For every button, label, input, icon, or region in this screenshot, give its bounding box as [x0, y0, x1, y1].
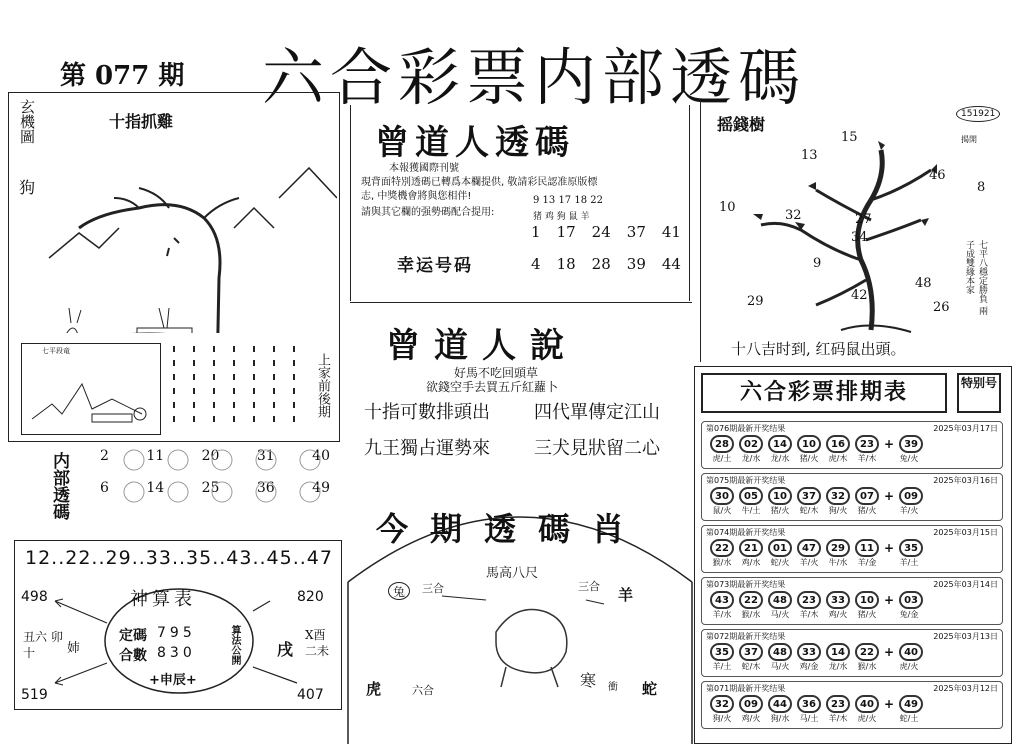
zodiac-label: 羊/木: [857, 454, 877, 463]
special-zodiac-label: 兔/金: [899, 610, 919, 619]
neibu-label: 内部透碼: [49, 452, 69, 520]
neibu-num: 20: [201, 448, 220, 464]
special-badge: 特别号: [957, 373, 1001, 413]
draw-label: 第073期最新开奖结果: [706, 580, 786, 589]
number-ball: 30: [710, 487, 734, 505]
verse-1b: 四代單傳定江山: [534, 402, 660, 423]
zodiac-label: 马/土: [799, 714, 819, 723]
number-ball: 48: [768, 591, 792, 609]
zodiac-label: 虎/土: [712, 454, 732, 463]
notice-line3: 志, 中獎機會將與您相伴!: [361, 191, 472, 202]
lucky-num: 4: [531, 255, 541, 273]
yang-text: 羊: [618, 586, 634, 604]
lucky-row2: [531, 255, 681, 273]
special-ball: 39: [899, 435, 923, 453]
zodiac-label: 蛇/木: [741, 662, 761, 671]
issue-number: 第 077 期: [60, 61, 185, 91]
hw-small-nums: 9 13 17 18 22: [533, 195, 603, 206]
zodiac-label: 羊/火: [799, 558, 819, 567]
plus-icon: +: [884, 489, 895, 503]
special-zodiac-label: 兔/火: [899, 454, 919, 463]
draw-label: 第071期最新开奖结果: [706, 684, 786, 693]
tree-num: 32: [785, 208, 802, 223]
zodiac-label: 虎/木: [828, 454, 848, 463]
special-zodiac-label: 羊/土: [899, 558, 919, 567]
number-ball: 09: [739, 695, 763, 713]
verse-2a: 九王獨占運勢來: [364, 438, 490, 459]
tree-num: 29: [747, 294, 764, 309]
zodiac-label: 龙/水: [828, 662, 848, 671]
neibu-num: 6: [100, 480, 109, 496]
number-ball: 33: [797, 643, 821, 661]
zodiac-label: 牛/水: [828, 558, 848, 567]
zodiac-label: 猪/火: [799, 454, 819, 463]
chong-text: 衝: [608, 682, 618, 693]
divider: [350, 302, 692, 303]
zodiac-label: 蛇/木: [799, 506, 819, 515]
left-bottom-panel: [14, 540, 342, 710]
zodiac-label: 猪/火: [857, 610, 877, 619]
draw-label: 第075期最新开奖结果: [706, 476, 786, 485]
number-ball: 10: [768, 487, 792, 505]
lucky-num: 1: [531, 223, 541, 241]
verse-1a: 十指可數排頭出: [364, 402, 490, 423]
neibu-num: 14: [146, 480, 165, 496]
number-ball: 11: [855, 539, 879, 557]
draw-date: 2025年03月15日: [933, 528, 998, 537]
number-ball: 22: [855, 643, 879, 661]
number-ball: 14: [768, 435, 792, 453]
zodiac-label: 猪/火: [857, 506, 877, 515]
tree-num: 48: [915, 276, 932, 291]
zodiac-label: 猴/水: [712, 558, 732, 567]
number-ball: 47: [797, 539, 821, 557]
notice-line1: 本報獲國際刊號: [389, 163, 459, 174]
neibu-num: 49: [312, 480, 330, 496]
plus-icon: +: [884, 541, 895, 555]
zodiac-label: 鸡/火: [828, 610, 848, 619]
draw-result: [701, 681, 1003, 729]
shensuan-title: 神算表: [130, 589, 196, 610]
middle-top-panel: [350, 105, 690, 301]
zodiac-label: 马/火: [770, 610, 790, 619]
tree-illustration: [19, 138, 337, 333]
zodiac-label: 狗/火: [828, 506, 848, 515]
zodiac-text: +申辰+: [149, 673, 197, 688]
zodiac-label: 羊/木: [799, 610, 819, 619]
draw-label: 第074期最新开奖结果: [706, 528, 786, 537]
tree-num: 26: [933, 300, 950, 315]
num-top-left: 498: [21, 589, 48, 605]
tuzi-circle: 兔: [388, 582, 410, 600]
zodiac-label: 龙/水: [741, 454, 761, 463]
number-ball: 21: [739, 539, 763, 557]
number-ball: 05: [739, 487, 763, 505]
tree-footer: 十八吉时到, 红码鼠出頭。: [731, 340, 906, 358]
zodiac-label: 狗/水: [770, 714, 790, 723]
number-ball: 44: [768, 695, 792, 713]
special-ball: 49: [899, 695, 923, 713]
stamp: 151921: [956, 106, 1000, 122]
number-ball: 07: [855, 487, 879, 505]
lucky-num: 28: [591, 255, 611, 273]
hw-right: 戌: [277, 640, 294, 659]
number-ball: 10: [797, 435, 821, 453]
zodiac-label: 虎/火: [857, 714, 877, 723]
liuhe-text: 六合: [412, 684, 434, 697]
number-ball: 29: [826, 539, 850, 557]
special-zodiac-label: 蛇/土: [899, 714, 919, 723]
special-zodiac-label: 羊/火: [899, 506, 919, 515]
draw-result: [701, 473, 1003, 521]
number-ball: 23: [826, 695, 850, 713]
zodiac-label: 鸡/火: [741, 714, 761, 723]
left-top-panel: [8, 92, 340, 442]
plus-icon: +: [884, 437, 895, 451]
verse-2b: 三犬見狀留二心: [534, 438, 660, 459]
num-bottom-left: 519: [21, 687, 48, 703]
tree-num: 9: [813, 256, 822, 271]
lucky-row1: [531, 223, 681, 241]
special-ball: 40: [899, 643, 923, 661]
hu-text: 虎: [366, 680, 382, 698]
number-ball: 37: [797, 487, 821, 505]
number-ball: 48: [768, 643, 792, 661]
sub-line1: 好馬不吃回頭草: [454, 366, 539, 380]
number-ball: 14: [826, 643, 850, 661]
middle-mid-panel: [350, 304, 692, 476]
tree-num: 42: [851, 288, 868, 303]
number-ball: 36: [797, 695, 821, 713]
num-bottom-right: 407: [297, 687, 324, 703]
number-ball: 02: [739, 435, 763, 453]
inset-illustration: [21, 343, 161, 435]
zengdao-says-title: 曾道人說: [386, 326, 578, 366]
sub-line2: 欲錢空手去買五斤紅蘿卜: [426, 380, 559, 394]
draw-result: [701, 525, 1003, 573]
number-ball: 23: [855, 435, 879, 453]
neibu-num: 2: [100, 448, 109, 464]
lucky-num: 44: [661, 255, 681, 273]
special-ball: 35: [899, 539, 923, 557]
zodiac-label: 蛇/火: [770, 558, 790, 567]
draw-date: 2025年03月17日: [933, 424, 998, 433]
zodiac-label: 羊/土: [712, 662, 732, 671]
hw-right2: X酉 二未: [305, 628, 330, 658]
neibu-num: 40: [312, 448, 330, 464]
notice-line4: 請與其它欄的强勢碼配合提用:: [361, 207, 495, 218]
special-ball: 03: [899, 591, 923, 609]
draw-label: 第072期最新开奖结果: [706, 632, 786, 641]
lucky-num: 39: [626, 255, 646, 273]
zodiac-label: 鸡/水: [741, 558, 761, 567]
plus-icon: +: [884, 697, 895, 711]
number-ball: 43: [710, 591, 734, 609]
xuanji-label: 玄機圖: [18, 99, 36, 144]
hw-left2: 姉: [67, 641, 81, 656]
number-ball: 40: [855, 695, 879, 713]
lucky-num: 41: [661, 223, 681, 241]
tree-num: 27: [855, 212, 872, 227]
he-value: 830: [157, 645, 196, 661]
sanhe-1: 三合: [422, 582, 444, 595]
draw-date: 2025年03月12日: [933, 684, 998, 693]
neibu-num: 36: [256, 480, 275, 496]
draw-date: 2025年03月14日: [933, 580, 998, 589]
sanhe-2: 三合: [578, 580, 600, 593]
number-ball: 10: [855, 591, 879, 609]
numbers-line: 12..22..29..33..35..43..45..47: [25, 547, 333, 569]
neibu-num: 11: [146, 448, 165, 464]
dog-handwriting: 狗: [19, 178, 36, 197]
number-ball: 35: [710, 643, 734, 661]
he-label: 合數: [119, 648, 147, 664]
special-zodiac-label: 虎/火: [899, 662, 919, 671]
zodiac-label: 羊/金: [857, 558, 877, 567]
jinqi-title: 今期透碼肖: [376, 510, 647, 548]
hw-small-zodiac: 猪 鸡 狗 鼠 羊: [533, 212, 590, 222]
handwritten-columns: [164, 341, 314, 436]
tree-num: 10: [719, 200, 736, 215]
num-top-right: 820: [297, 589, 324, 605]
zodiac-label: 狗/火: [712, 714, 732, 723]
number-ball: 23: [797, 591, 821, 609]
page-title: 六合彩票内部透碼: [262, 41, 807, 114]
zodiac-label: 猴/水: [741, 610, 761, 619]
plus-icon: +: [884, 645, 895, 659]
neibu-numbers: [100, 448, 330, 496]
neibu-num: 25: [201, 480, 220, 496]
she-text: 蛇: [642, 680, 658, 698]
hw-left: 丑六 卯十: [23, 630, 63, 660]
zodiac-label: 猴/水: [857, 662, 877, 671]
tree-num: 8: [977, 180, 986, 195]
number-ball: 37: [739, 643, 763, 661]
neibu-num: 31: [256, 448, 275, 464]
draw-date: 2025年03月13日: [933, 632, 998, 641]
ding-label: 定碼: [119, 628, 147, 644]
number-ball: 33: [826, 591, 850, 609]
zodiac-label: 羊/木: [828, 714, 848, 723]
notice-line2: 現背面特別透碼已轉爲本欄提供, 敬請彩民認准原版標: [361, 177, 598, 188]
tree-vertical-text: 七平八穩定勝負 兩子成雙緣本家: [964, 240, 987, 315]
right-vertical-text: 上家前後期: [315, 353, 330, 418]
number-ball: 22: [710, 539, 734, 557]
schedule-title: 六合彩票排期表: [701, 373, 947, 413]
schedule-panel: [694, 366, 1012, 744]
lucky-label: 幸运号码: [397, 256, 473, 276]
zodiac-label: 龙/水: [770, 454, 790, 463]
zodiac-label: 鼠/火: [712, 506, 732, 515]
lucky-num: 18: [556, 255, 576, 273]
middle-bottom-panel: [346, 482, 694, 744]
zodiac-label: 牛/土: [741, 506, 761, 515]
number-ball: 32: [826, 487, 850, 505]
number-ball: 32: [710, 695, 734, 713]
number-ball: 22: [739, 591, 763, 609]
han-text: 寒: [580, 671, 597, 690]
zodiac-label: 马/火: [770, 662, 790, 671]
draw-label: 第076期最新开奖结果: [706, 424, 786, 433]
tree-num: 13: [801, 148, 818, 163]
lucky-num: 37: [626, 223, 646, 241]
tree-num: 46: [929, 168, 946, 183]
draw-date: 2025年03月16日: [933, 476, 998, 485]
tree-num: 15: [841, 130, 858, 145]
inset-caption: 七平段竜: [42, 347, 70, 355]
lucky-num: 17: [556, 223, 576, 241]
lucky-num: 24: [591, 223, 611, 241]
zengdao-title: 曾道人透碼: [375, 123, 575, 163]
zodiac-label: 鸡/金: [799, 662, 819, 671]
right-top-panel: [700, 100, 1012, 362]
caption-shizhi: 十指抓雞: [109, 112, 174, 131]
draw-result: [701, 629, 1003, 677]
number-ball: 28: [710, 435, 734, 453]
draw-result: [701, 577, 1003, 625]
special-ball: 09: [899, 487, 923, 505]
zodiac-label: 羊/水: [712, 610, 732, 619]
number-ball: 16: [826, 435, 850, 453]
number-ball: 01: [768, 539, 792, 557]
ding-value: 795: [157, 625, 196, 641]
yaoqianshu-title: 摇錢樹: [717, 115, 766, 134]
draw-result: [701, 421, 1003, 469]
zodiac-label: 猪/火: [770, 506, 790, 515]
hw-maggao: 馬高八尺: [486, 566, 539, 581]
suanfa-text: 算法公開: [229, 625, 240, 665]
tree-num: 34: [851, 230, 868, 245]
stamp-sub: 揭開: [961, 135, 977, 144]
plus-icon: +: [884, 593, 895, 607]
